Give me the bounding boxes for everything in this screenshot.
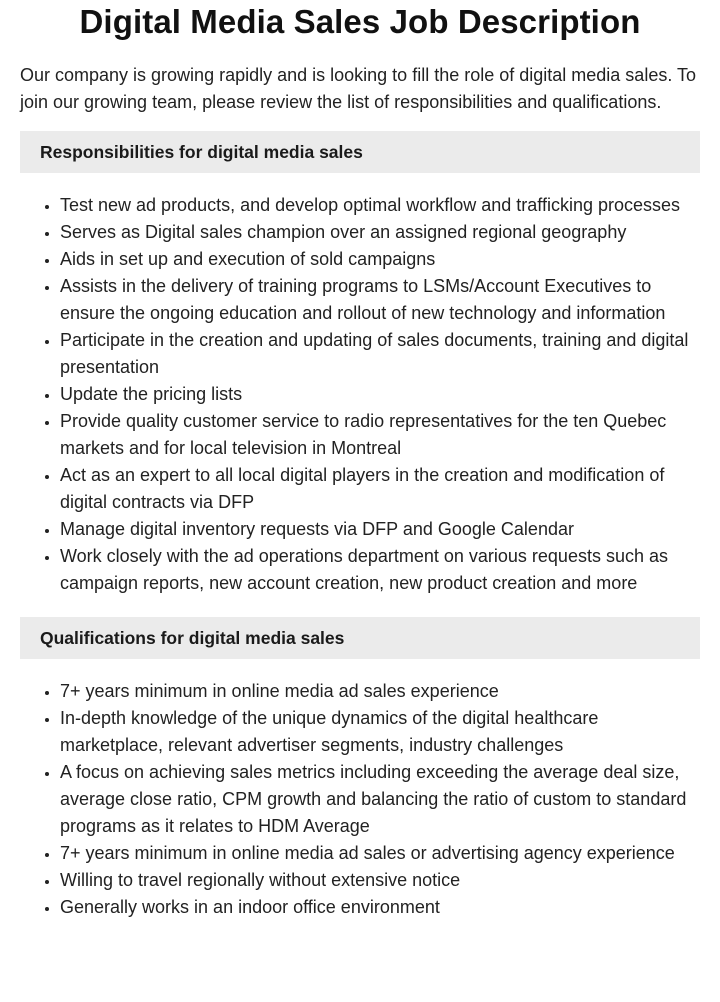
list-item: • Update the pricing lists [60,381,700,408]
list-item: • Provide quality customer service to radio representatives for the ten Quebec markets and for local television in Montreal [60,408,700,462]
qualifications-list [20,678,700,921]
list-item: • In-depth knowledge of the unique dynamics of the digital healthcare marketplace, relevant advertiser segments, industry challenges [60,705,700,759]
list-item: • Willing to travel regionally without extensive notice [60,867,700,894]
intro-paragraph: Our company is growing rapidly and is looking to fill the role of digital media sales. To join our growing team, please review the list of responsibilities and qualifications. [20,65,697,112]
list-item: • 7+ years minimum in online media ad sales experience [60,678,700,705]
list-item: • Test new ad products, and develop optimal workflow and trafficking processes [60,192,700,219]
list-item: • Work closely with the ad operations department on various requests such as campaign reports, new account creation, new product creation and more [60,543,700,597]
list-item: • Assists in the delivery of training programs to LSMs/Account Executives to ensure the ongoing education and rollout of new technology and information [60,273,700,327]
page-title: Digital Media Sales Job Description [79,3,641,40]
list-item: • Manage digital inventory requests via DFP and Google Calendar [60,516,700,543]
qualifications-heading: Qualifications for digital media sales [20,617,700,659]
list-item: • Serves as Digital sales champion over an assigned regional geography [60,219,700,246]
list-item: • Aids in set up and execution of sold campaigns [60,246,700,273]
responsibilities-heading: Responsibilities for digital media sales [20,131,700,173]
list-item: • 7+ years minimum in online media ad sales or advertising agency experience [60,840,700,867]
list-item: • Participate in the creation and updating of sales documents, training and digital presentation [60,327,700,381]
list-item: • Act as an expert to all local digital players in the creation and modification of digital contracts via DFP [60,462,700,516]
list-item: • Generally works in an indoor office environment [60,894,700,921]
list-item: • A focus on achieving sales metrics including exceeding the average deal size, average close ratio, CPM growth and balancing the ratio of custom to standard programs as it relates to HDM Average [60,759,700,840]
responsibilities-list [20,192,700,597]
